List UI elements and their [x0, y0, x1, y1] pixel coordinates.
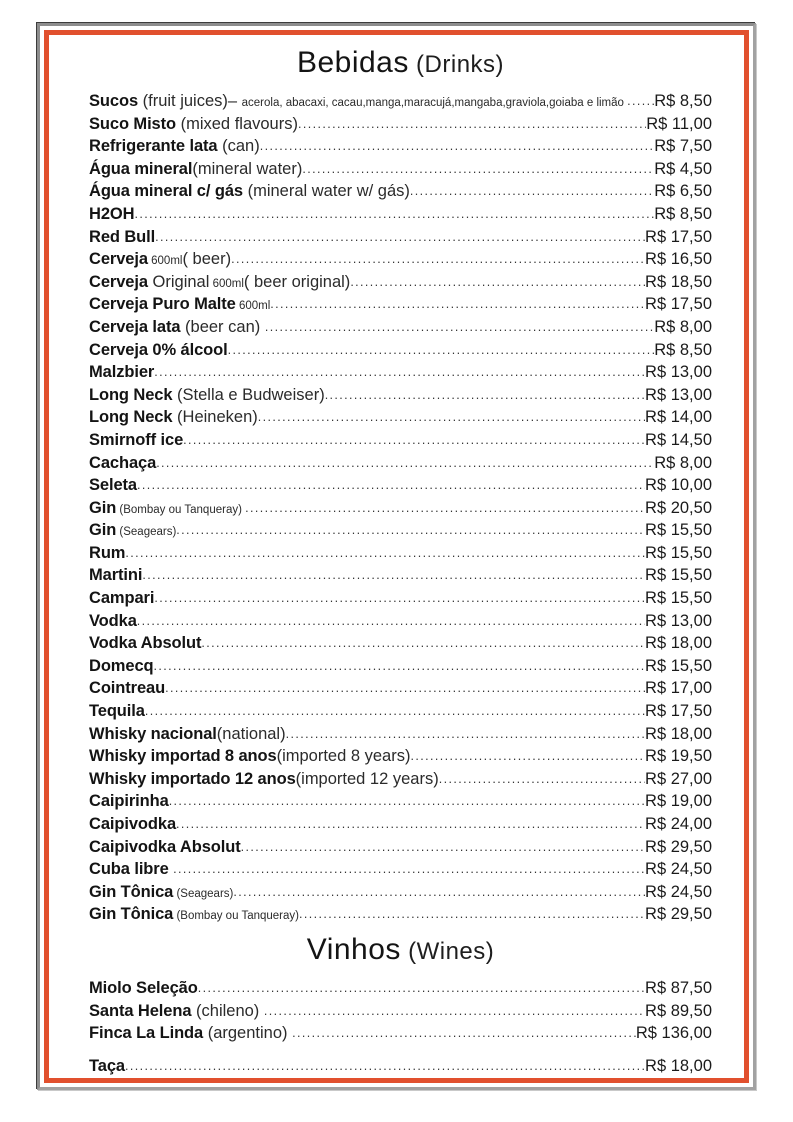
accent-frame — [44, 30, 749, 1083]
item-price: R$ 24,00 — [645, 815, 712, 833]
item-price: R$ 11,00 — [646, 114, 712, 133]
item-name — [89, 544, 125, 563]
dot-leader — [183, 433, 645, 447]
section-title — [89, 43, 712, 88]
item-price: R$ 15,50 — [645, 521, 712, 540]
dot-leader — [154, 659, 646, 673]
item-price: R$ 8,50 — [654, 204, 712, 223]
item-price: R$ 15,50 — [645, 589, 712, 608]
item-name-text: Cachaça — [89, 453, 157, 472]
item-name-text: Caipivodka — [89, 815, 177, 833]
menu-item-row — [89, 295, 712, 318]
item-name — [89, 702, 145, 721]
item-price: R$ 89,50 — [645, 1001, 712, 1020]
menu-item-row — [89, 318, 712, 341]
dot-leader — [201, 636, 645, 650]
outer-frame — [37, 23, 756, 1090]
item-name — [89, 499, 245, 518]
section-title-sub: (Drinks) — [408, 51, 505, 78]
menu-item-row — [89, 792, 712, 815]
item-description: acerola, abacaxi, cacau,manga,maracujá,mangaba,graviola,goiaba e limão — [241, 97, 628, 109]
item-description: (Seagears) — [173, 887, 234, 900]
item-name-text: Martini — [89, 566, 143, 585]
item-name — [89, 1024, 292, 1043]
item-name — [89, 476, 137, 495]
item-name-text: Refrigerante lata — [89, 137, 218, 156]
dot-leader — [302, 162, 654, 176]
item-price: R$ 136,00 — [635, 1024, 712, 1043]
item-name-text: Whisky nacional — [89, 724, 217, 743]
item-price: R$ 18,00 — [645, 1056, 712, 1075]
item-description: (chileno) — [191, 1001, 264, 1020]
menu-item-row — [89, 770, 712, 793]
dot-leader — [125, 546, 645, 560]
menu-item-row — [89, 205, 712, 228]
dot-leader — [245, 501, 645, 515]
menu-section — [89, 930, 712, 1079]
item-name-text: Long Neck — [89, 408, 173, 427]
dot-leader — [173, 862, 645, 876]
item-name-text: Cuba libre — [89, 860, 174, 879]
item-name-text: H2OH — [89, 204, 135, 223]
item-name-text: Cerveja Puro Malte — [89, 295, 236, 314]
item-name — [89, 589, 154, 608]
item-name — [89, 838, 241, 857]
item-price: R$ 27,00 — [645, 769, 712, 788]
menu-item-row — [89, 160, 712, 183]
item-price: R$ 8,00 — [654, 317, 712, 336]
item-name-text: Água mineral — [89, 159, 193, 178]
dot-leader — [292, 1026, 636, 1040]
item-name-text: Domecq — [89, 656, 154, 675]
item-name-text: Cerveja lata — [89, 317, 181, 336]
item-price: R$ 15,50 — [645, 543, 712, 562]
item-name — [89, 115, 298, 134]
item-description: 600ml — [209, 277, 244, 290]
menu-item-row — [89, 860, 712, 883]
dot-leader — [154, 365, 645, 379]
menu-item-row — [89, 454, 712, 477]
item-name-text: Long Neck — [89, 385, 173, 404]
dot-leader — [154, 591, 645, 605]
item-name — [89, 792, 169, 811]
menu-item-row — [89, 182, 712, 205]
menu-item-row — [89, 725, 712, 748]
item-description: (beer can) — [180, 317, 265, 336]
item-name-text: Cerveja — [89, 272, 148, 291]
menu-item-row — [89, 115, 712, 138]
menu-item-row — [89, 566, 712, 589]
item-name — [89, 815, 176, 834]
item-name-text: Cointreau — [89, 679, 166, 698]
item-name-text: Caipirinha — [89, 792, 169, 811]
item-name — [89, 1002, 264, 1021]
dot-leader — [439, 772, 645, 786]
item-price: R$ 8,00 — [654, 453, 712, 472]
dot-leader — [137, 614, 645, 628]
item-description: (imported 8 years) — [276, 747, 411, 766]
item-name — [89, 1057, 125, 1076]
item-name — [89, 386, 325, 405]
dot-leader — [410, 749, 645, 763]
item-name — [89, 160, 302, 179]
item-description: (mineral water) — [192, 159, 303, 178]
menu-item-row — [89, 702, 712, 725]
item-name — [89, 657, 154, 676]
item-name-text: Cerveja — [89, 250, 148, 269]
item-name — [89, 770, 439, 789]
item-name — [89, 454, 156, 473]
item-name — [89, 860, 173, 879]
menu-item-row — [89, 250, 712, 273]
menu-item-row — [89, 589, 712, 612]
item-name-text: Gin — [89, 521, 117, 540]
item-description: ( beer original) — [243, 272, 351, 291]
item-name-text: Miolo Seleção — [89, 978, 198, 997]
dot-leader — [270, 297, 645, 311]
item-description: Original — [147, 272, 210, 291]
menu-item-row — [89, 431, 712, 454]
menu-item-row — [89, 544, 712, 567]
item-price: R$ 16,50 — [645, 250, 712, 269]
item-price: R$ 24,50 — [645, 882, 712, 901]
item-name-text: Gin Tônica — [89, 905, 174, 924]
dot-leader — [233, 885, 645, 899]
item-name — [89, 295, 270, 314]
item-price: R$ 18,00 — [645, 634, 712, 653]
menu-item-row — [89, 979, 712, 1002]
item-name — [89, 228, 155, 247]
item-price: R$ 17,50 — [645, 702, 712, 721]
menu-item-row — [89, 137, 712, 160]
item-description: 600ml — [235, 300, 271, 313]
menu-item-row — [89, 634, 712, 657]
item-price: R$ 8,50 — [654, 92, 712, 110]
dot-leader — [165, 681, 645, 695]
menu-section — [89, 43, 712, 928]
dot-leader — [137, 478, 645, 492]
item-name — [89, 431, 183, 450]
dot-leader — [627, 94, 654, 108]
item-description: (Seagears) — [116, 526, 177, 539]
item-name — [89, 250, 231, 269]
item-name — [89, 363, 154, 382]
item-price: R$ 29,50 — [645, 905, 712, 924]
item-price: R$ 19,50 — [645, 747, 712, 766]
menu-item-row — [89, 228, 712, 251]
item-name — [89, 137, 260, 156]
item-price: R$ 87,50 — [645, 978, 712, 997]
dot-leader — [169, 794, 645, 808]
dot-leader — [176, 817, 645, 831]
item-price: R$ 15,50 — [645, 566, 712, 585]
item-name — [89, 883, 233, 902]
section-title-sub: (Wines) — [400, 937, 495, 965]
item-name — [89, 205, 134, 224]
menu-sections — [89, 43, 712, 1079]
item-price: R$ 17,00 — [645, 679, 712, 698]
item-description: (national) — [216, 724, 286, 743]
item-name-text: Suco Misto — [89, 114, 177, 133]
item-name-text: Whisky importado 12 anos — [89, 769, 296, 788]
item-name-text: Vodka — [89, 611, 137, 630]
item-price: R$ 7,50 — [654, 137, 712, 156]
item-name-text: Cerveja 0% álcool — [89, 340, 228, 359]
item-name-text: Campari — [89, 589, 155, 608]
item-price: R$ 18,50 — [645, 272, 712, 291]
menu-item-row — [89, 273, 712, 296]
item-name-text: Tequila — [89, 702, 145, 721]
menu-item-row — [89, 476, 712, 499]
dot-leader — [325, 388, 645, 402]
menu-item-row — [89, 905, 712, 928]
menu-item-row — [89, 679, 712, 702]
item-price: R$ 18,00 — [645, 724, 712, 743]
item-description: (mixed flavours) — [176, 114, 298, 133]
item-price: R$ 19,00 — [645, 792, 712, 811]
menu-item-row — [89, 363, 712, 386]
dot-leader — [155, 230, 645, 244]
dot-leader — [176, 523, 645, 537]
item-name-text: Gin Tônica — [89, 882, 174, 901]
dot-leader — [299, 907, 645, 921]
item-name — [89, 679, 165, 698]
item-price: R$ 24,50 — [645, 860, 712, 879]
item-name-text: Red Bull — [89, 227, 156, 246]
item-name — [89, 273, 350, 292]
item-name — [89, 725, 286, 744]
dot-leader — [134, 207, 654, 221]
dot-leader — [231, 252, 645, 266]
item-description: (mineral water w/ gás) — [243, 182, 410, 201]
item-description: (Bombay ou Tanqueray) — [116, 503, 246, 516]
item-name — [89, 905, 299, 924]
dot-leader — [410, 184, 654, 198]
item-description: (Stella e Budweiser) — [172, 385, 325, 404]
item-description: (argentino) — [203, 1024, 293, 1043]
item-description: (Heineken) — [172, 408, 258, 427]
item-name-text: Água mineral c/ gás — [89, 182, 243, 201]
dot-leader — [145, 704, 645, 718]
menu-item-row — [89, 499, 712, 522]
menu-item-row — [89, 838, 712, 861]
dot-leader — [298, 117, 646, 131]
item-name — [89, 634, 201, 653]
menu-item-row — [89, 883, 712, 906]
section-title-main: Vinhos — [306, 932, 401, 966]
dot-leader — [350, 275, 645, 289]
item-price: R$ 15,50 — [645, 656, 712, 675]
item-name — [89, 318, 265, 337]
item-price: R$ 14,00 — [645, 408, 712, 427]
item-price: R$ 13,00 — [645, 611, 712, 630]
item-price: R$ 4,50 — [654, 159, 712, 178]
item-name-text: Gin — [89, 498, 117, 517]
dot-leader — [260, 139, 655, 153]
dot-leader — [265, 320, 654, 334]
item-price: R$ 6,50 — [654, 182, 712, 201]
section-title-main: Bebidas — [296, 46, 409, 79]
dot-leader — [125, 1059, 645, 1073]
item-name — [89, 566, 142, 585]
section-title — [89, 930, 712, 975]
dot-leader — [286, 727, 645, 741]
item-name-text: Taça — [89, 1056, 125, 1075]
item-price: R$ 13,00 — [645, 363, 712, 382]
item-description: (Bombay ou Tanqueray) — [173, 910, 299, 923]
item-name-text: Caipivodka Absolut — [89, 837, 241, 856]
item-name — [89, 747, 410, 766]
item-price: R$ 14,50 — [645, 430, 712, 449]
dot-leader — [156, 456, 654, 470]
item-name — [89, 182, 410, 201]
item-price: R$ 10,00 — [645, 476, 712, 495]
item-name — [89, 408, 258, 427]
item-name — [89, 92, 627, 111]
item-name-text: Sucos — [89, 92, 139, 110]
menu-item-row — [89, 521, 712, 544]
item-name — [89, 341, 228, 360]
menu-item-row — [89, 386, 712, 409]
dot-leader — [198, 981, 645, 995]
item-name-text: Santa Helena — [89, 1001, 192, 1020]
dot-leader — [142, 568, 645, 582]
item-description: ( beer) — [182, 250, 232, 269]
menu-item-row — [89, 612, 712, 635]
item-price: R$ 8,50 — [654, 340, 712, 359]
item-description: 600ml — [147, 255, 183, 268]
dot-leader — [241, 840, 645, 854]
item-name-text: Finca La Linda — [89, 1024, 204, 1043]
item-price: R$ 13,00 — [645, 385, 712, 404]
menu-item-row — [89, 1002, 712, 1025]
item-name-text: Seleta — [89, 476, 138, 495]
item-name — [89, 979, 198, 998]
item-name-text: Smirnoff ice — [89, 430, 184, 449]
item-name — [89, 612, 137, 631]
menu-item-row — [89, 92, 712, 115]
item-name-text: Rum — [89, 543, 126, 562]
menu-item-row — [89, 1057, 712, 1080]
dot-leader — [228, 343, 655, 357]
dot-leader — [264, 1004, 645, 1018]
menu-item-row — [89, 1024, 712, 1047]
menu-item-row — [89, 408, 712, 431]
item-description: (fruit juices)– — [138, 92, 242, 110]
item-price: R$ 20,50 — [645, 498, 712, 517]
menu-item-row — [89, 747, 712, 770]
item-price: R$ 17,50 — [645, 295, 712, 314]
item-name-text: Whisky importad 8 anos — [89, 747, 277, 766]
item-name-text: Vodka Absolut — [89, 634, 202, 653]
item-name — [89, 521, 176, 540]
menu-item-row — [89, 815, 712, 838]
item-description: (can) — [217, 137, 260, 156]
menu-item-row — [89, 341, 712, 364]
menu-item-row — [89, 657, 712, 680]
item-description: (imported 12 years) — [295, 769, 439, 788]
dot-leader — [258, 410, 645, 424]
item-price: R$ 17,50 — [645, 227, 712, 246]
item-name-text: Malzbier — [89, 363, 155, 382]
item-price: R$ 29,50 — [645, 837, 712, 856]
